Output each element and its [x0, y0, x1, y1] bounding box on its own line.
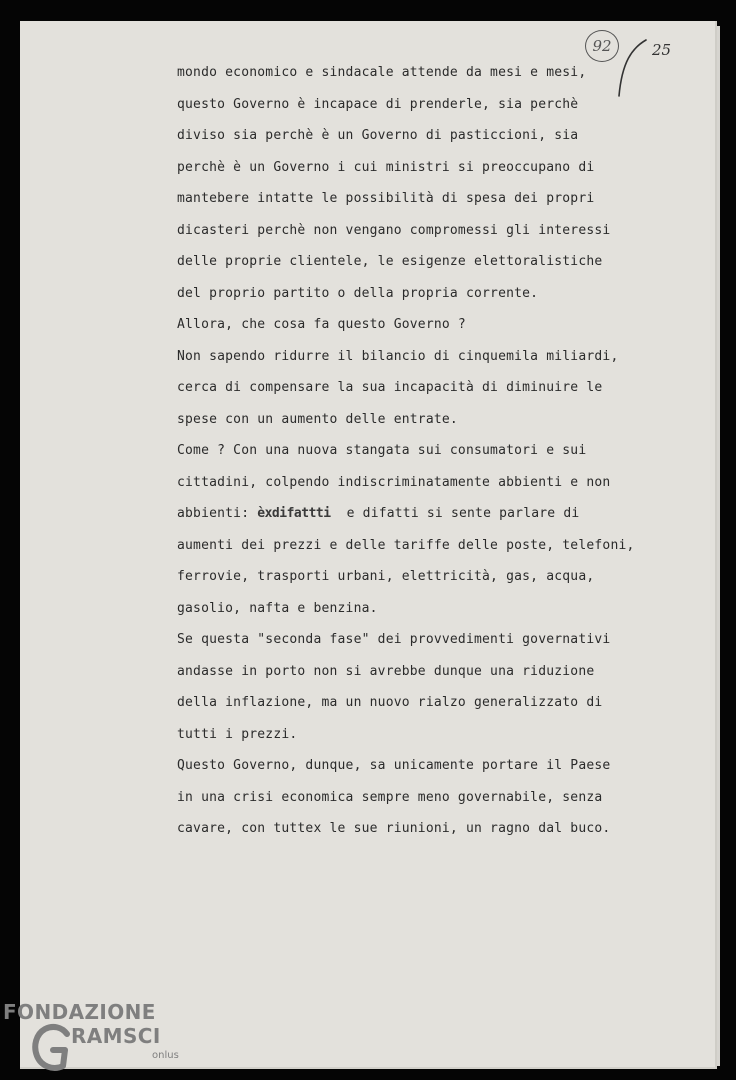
text-segment: e difatti si sente parlare di — [330, 506, 580, 521]
text-line: tutti i prezzi. — [177, 726, 298, 742]
text-line: Allora, che cosa fa questo Governo ? — [177, 317, 466, 332]
text-line: cerca di compensare la sua incapacità di diminuire le — [177, 380, 603, 395]
text-line: delle proprie clientele, le esigenze elettoralistiche — [177, 254, 603, 269]
handwritten-page-number: 25 — [652, 41, 672, 59]
watermark-suffix: onlus — [152, 1050, 179, 1061]
text-line — [177, 498, 647, 530]
watermark-line-1: FONDAZIONE — [3, 1000, 156, 1024]
circled-page-number: 92 — [585, 30, 619, 62]
text-line: gasolio, nafta e benzina. — [177, 600, 378, 616]
text-line: mondo economico e sindacale attende da mesi e mesi, — [177, 65, 587, 80]
text-line: della inflazione, ma un nuovo rialzo generalizzato di — [177, 695, 603, 710]
text-line: in una crisi economica sempre meno governabile, senza — [177, 789, 603, 805]
text-line: perchè è un Governo i cui ministri si preoccupano di — [177, 159, 595, 175]
text-line: Questo Governo, dunque, sa unicamente portare il Paese — [177, 758, 611, 773]
text-line: mantebere intatte le possibilità di spesa dei propri — [177, 191, 595, 206]
text-line: andasse in porto non si avrebbe dunque una riduzione — [177, 663, 595, 679]
text-line: questo Governo è incapace di prenderle, sia perchè — [177, 96, 579, 112]
text-line: spese con un aumento delle entrate. — [177, 411, 458, 427]
text-segment: abbienti: — [177, 506, 258, 521]
text-line: aumenti dei prezzi e delle tariffe delle poste, telefoni, — [177, 537, 635, 553]
text-line: cittadini, colpendo indiscriminatamente abbienti e non — [177, 474, 611, 490]
text-line: dicasteri perchè non vengano compromessi gli interessi — [177, 222, 611, 238]
text-line: Come ? Con una nuova stangata sui consumatori e sui — [177, 443, 587, 458]
text-line: Se questa "seconda fase" dei provvedimenti governativi — [177, 632, 611, 647]
typewritten-body — [177, 57, 647, 845]
text-line: diviso sia perchè è un Governo di pasticcioni, sia — [177, 128, 579, 143]
watermark-line-2: RAMSCI — [71, 1024, 161, 1048]
text-line: ferrovie, trasporti urbani, elettricità, gas, acqua, — [177, 569, 595, 584]
g-logo-icon — [31, 1022, 73, 1074]
overtyped-deletion: èxdifattti — [257, 506, 331, 521]
text-line: Non sapendo ridurre il bilancio di cinquemila miliardi, — [177, 348, 619, 364]
archive-watermark — [3, 1000, 193, 1080]
text-line: del proprio partito o della propria corrente. — [177, 285, 539, 301]
text-line: cavare, con tuttex le sue riunioni, un ragno dal buco. — [177, 821, 611, 836]
